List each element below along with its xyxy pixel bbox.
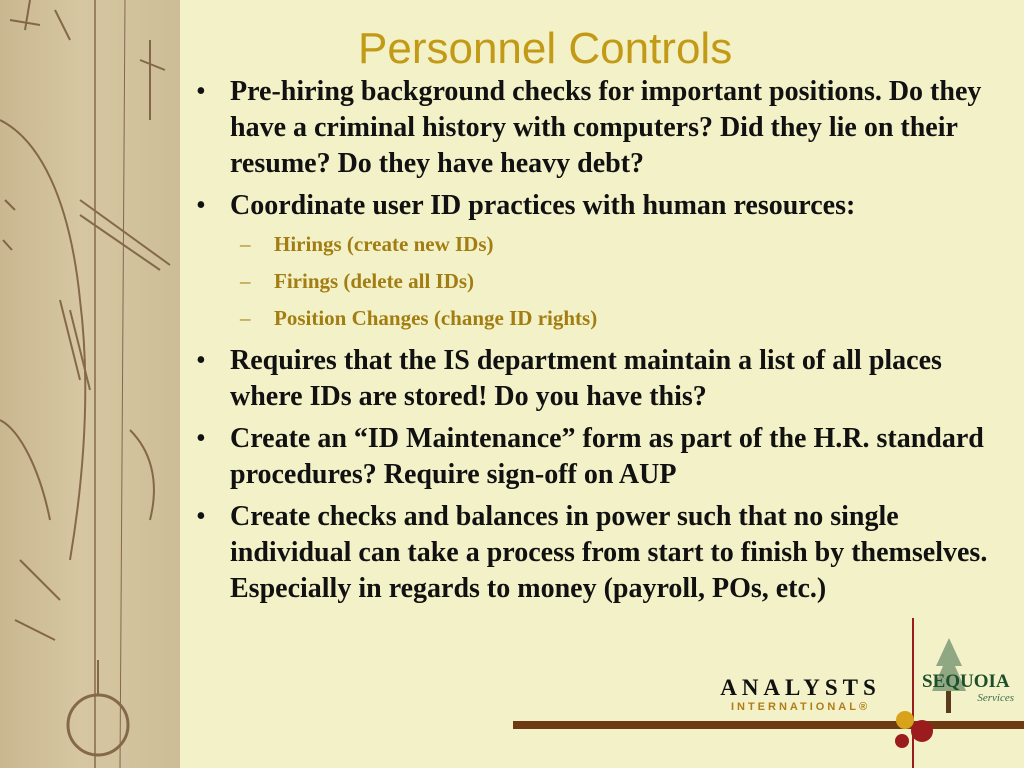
sub-bullet-item	[230, 263, 1016, 300]
sequoia-logo-text: SEQUOIA	[922, 671, 1010, 692]
bullet-text: Coordinate user ID practices with human resources:	[230, 190, 856, 221]
sub-bullet-list	[230, 226, 1016, 337]
bullet-marker: •	[196, 423, 206, 454]
sketch-sidebar	[0, 0, 180, 768]
sub-bullet-item	[230, 300, 1016, 337]
bullet-item	[190, 188, 1016, 337]
sub-bullet-marker: –	[240, 306, 251, 330]
sub-bullet-marker: –	[240, 269, 251, 293]
sequoia-services-logo	[922, 672, 1020, 704]
international-logo-text: INTERNATIONAL®	[730, 701, 871, 713]
gold-dot	[896, 711, 914, 729]
slide-title: Personnel Controls	[358, 24, 733, 73]
bullet-text: Requires that the IS department maintain a list of all places where IDs are stored! Do you have this?	[230, 345, 942, 412]
sketch-drawing	[0, 0, 180, 768]
bullet-marker: •	[196, 501, 206, 532]
bullet-marker: •	[196, 190, 206, 221]
sub-bullet-item	[230, 226, 1016, 263]
bullet-marker: •	[196, 345, 206, 376]
sub-bullet-text: Firings (delete all IDs)	[274, 269, 475, 293]
analysts-international-logo	[708, 676, 893, 714]
bullet-item	[190, 499, 1016, 607]
analysts-logo-text: ANALYSTS	[720, 675, 881, 700]
bullet-item	[190, 421, 1016, 493]
bullet-list	[190, 74, 1016, 613]
red-dot	[911, 720, 933, 742]
services-logo-text: Services	[977, 692, 1014, 704]
bullet-marker: •	[196, 76, 206, 107]
bullet-item	[190, 343, 1016, 415]
bullet-text: Pre-hiring background checks for important positions. Do they have a criminal history with computers? Did they lie on their resume? Do they have heavy debt?	[230, 76, 982, 179]
bullet-text: Create checks and balances in power such that no single individual can take a process from start to finish by themselves. Especially in regards to money (payroll, POs, etc.)	[230, 501, 988, 604]
sub-bullet-marker: –	[240, 232, 251, 256]
bullet-text: Create an “ID Maintenance” form as part of the H.R. standard procedures? Require sign-off on AUP	[230, 423, 984, 490]
small-red-dot	[895, 734, 909, 748]
bullet-item	[190, 74, 1016, 182]
sub-bullet-text: Position Changes (change ID rights)	[274, 306, 598, 330]
sub-bullet-text: Hirings (create new IDs)	[274, 232, 494, 256]
